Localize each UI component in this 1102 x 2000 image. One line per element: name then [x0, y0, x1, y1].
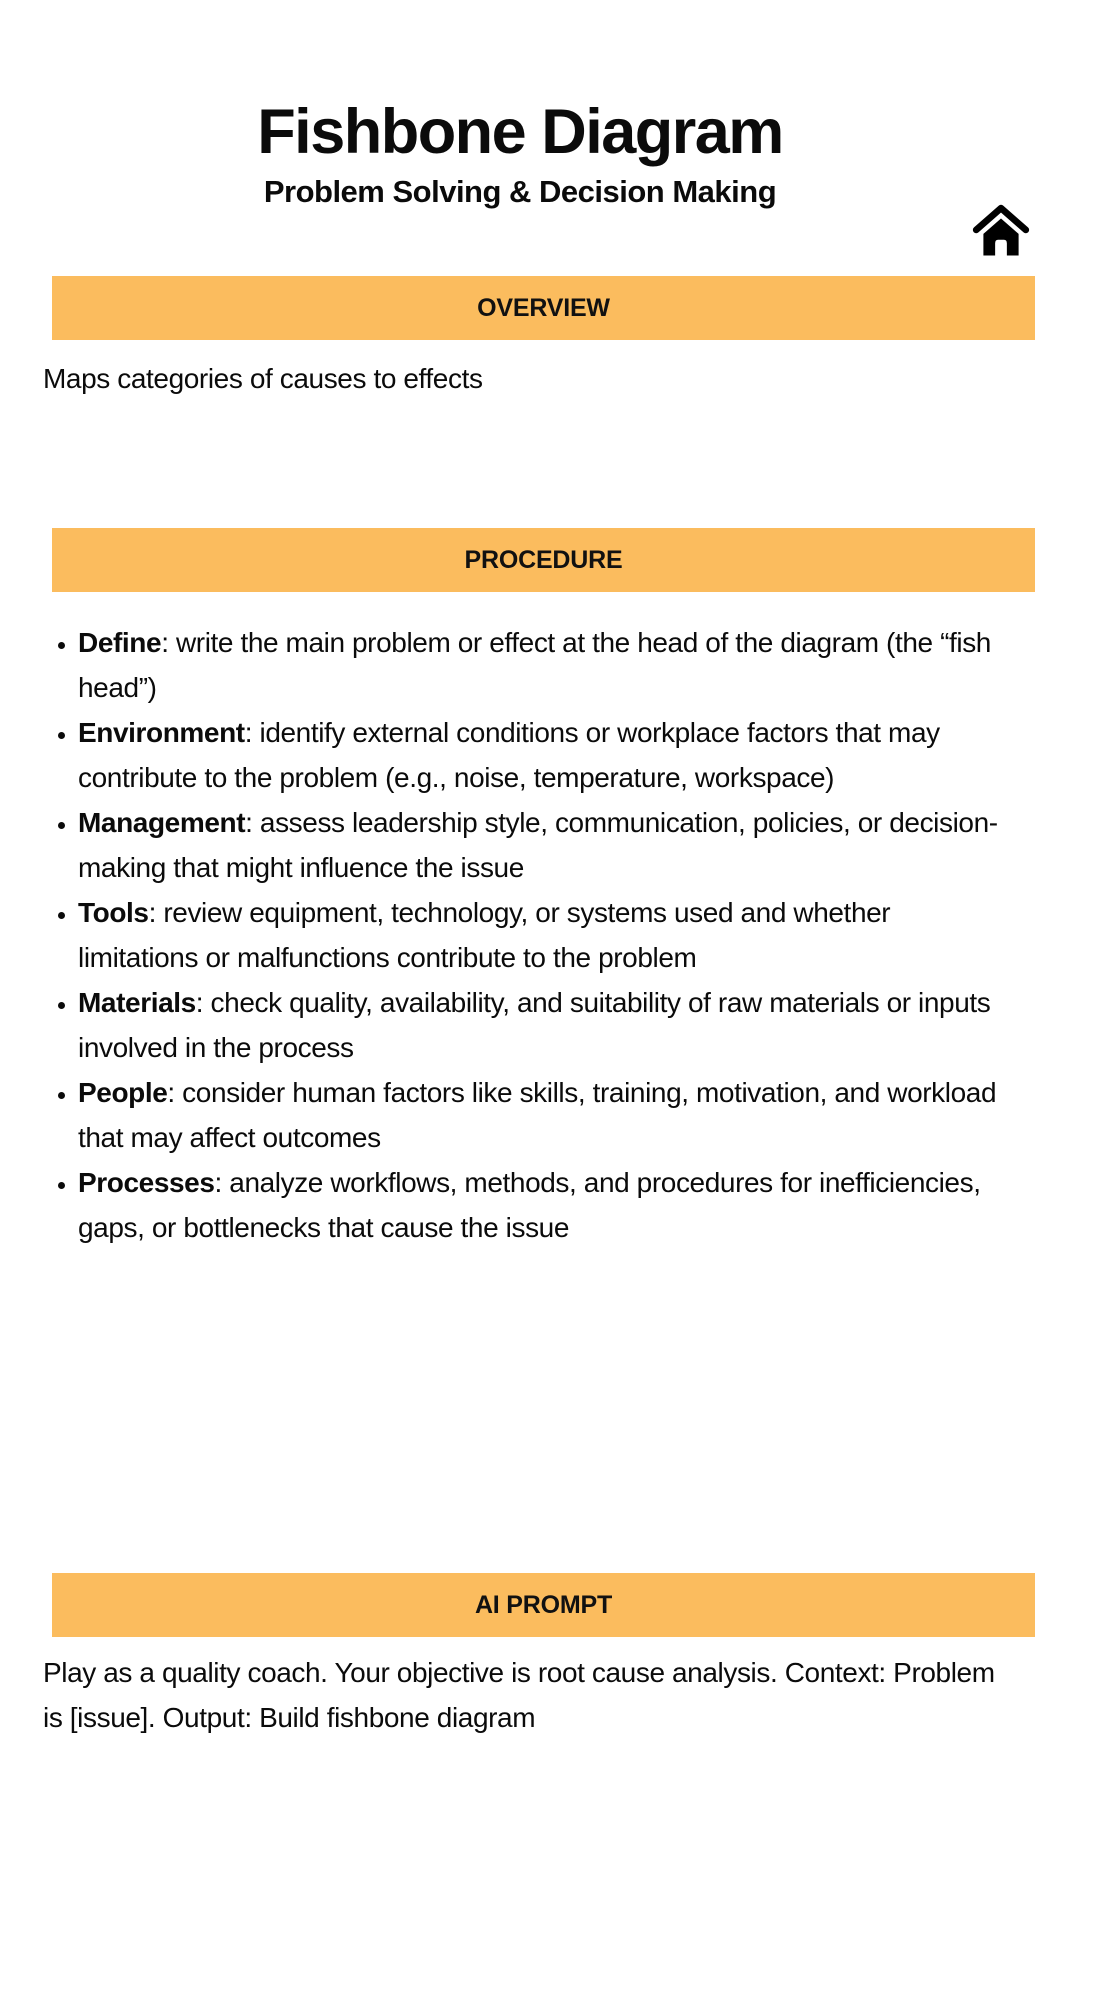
page-title: Fishbone Diagram [257, 97, 783, 167]
home-icon [969, 198, 1033, 264]
procedure-item-term: Materials [78, 987, 196, 1018]
procedure-item-term: People [78, 1077, 168, 1108]
section-banner-overview [52, 276, 1035, 340]
page-subtitle: Problem Solving & Decision Making [263, 174, 777, 209]
procedure-item-description: : identify external conditions or workplace factors that may contribute to the problem (e.g., noise, temperature, workspace) [78, 717, 940, 793]
procedure-list-item [78, 710, 1008, 800]
procedure-item-description: : review equipment, technology, or systems used and whether limitations or malfunctions contribute to the problem [78, 897, 891, 973]
procedure-item-term: Tools [78, 897, 149, 928]
ai-prompt-body-text: Play as a quality coach. Your objective is root cause analysis. Context: Problem is [issue]. Output: Build fishbone diagram [43, 1657, 995, 1733]
procedure-list-item [78, 1070, 1008, 1160]
procedure-list-item [78, 1160, 1008, 1250]
procedure-list-item [78, 800, 1008, 890]
home-button[interactable] [969, 198, 1033, 264]
procedure-list-item [78, 890, 1008, 980]
procedure-item-term: Management [78, 807, 246, 838]
overview-body-text: Maps categories of causes to effects [43, 363, 483, 394]
procedure-item-term: Define [78, 627, 162, 658]
procedure-list-item [78, 980, 1008, 1070]
procedure-list [43, 620, 1008, 1250]
procedure-item-term: Environment [78, 717, 245, 748]
section-banner-ai-prompt [52, 1573, 1035, 1637]
procedure-item-description: : write the main problem or effect at the head of the diagram (the “fish head”) [78, 627, 991, 703]
procedure-item-term: Processes [78, 1167, 215, 1198]
procedure-list-item [78, 620, 1008, 710]
procedure-item-description: : consider human factors like skills, training, motivation, and workload that may affect outcomes [78, 1077, 997, 1153]
section-banner-procedure [52, 528, 1035, 592]
procedure-item-description: : analyze workflows, methods, and procedures for inefficiencies, gaps, or bottlenecks that cause the issue [78, 1167, 981, 1243]
section-header-ai-prompt: AI PROMPT [474, 1590, 613, 1619]
procedure-item-description: : check quality, availability, and suitability of raw materials or inputs involved in the process [78, 987, 991, 1063]
section-header-procedure: PROCEDURE [464, 545, 623, 574]
procedure-item-description: : assess leadership style, communication, policies, or decision-making that might influence the issue [78, 807, 998, 883]
section-header-overview: OVERVIEW [477, 293, 610, 322]
